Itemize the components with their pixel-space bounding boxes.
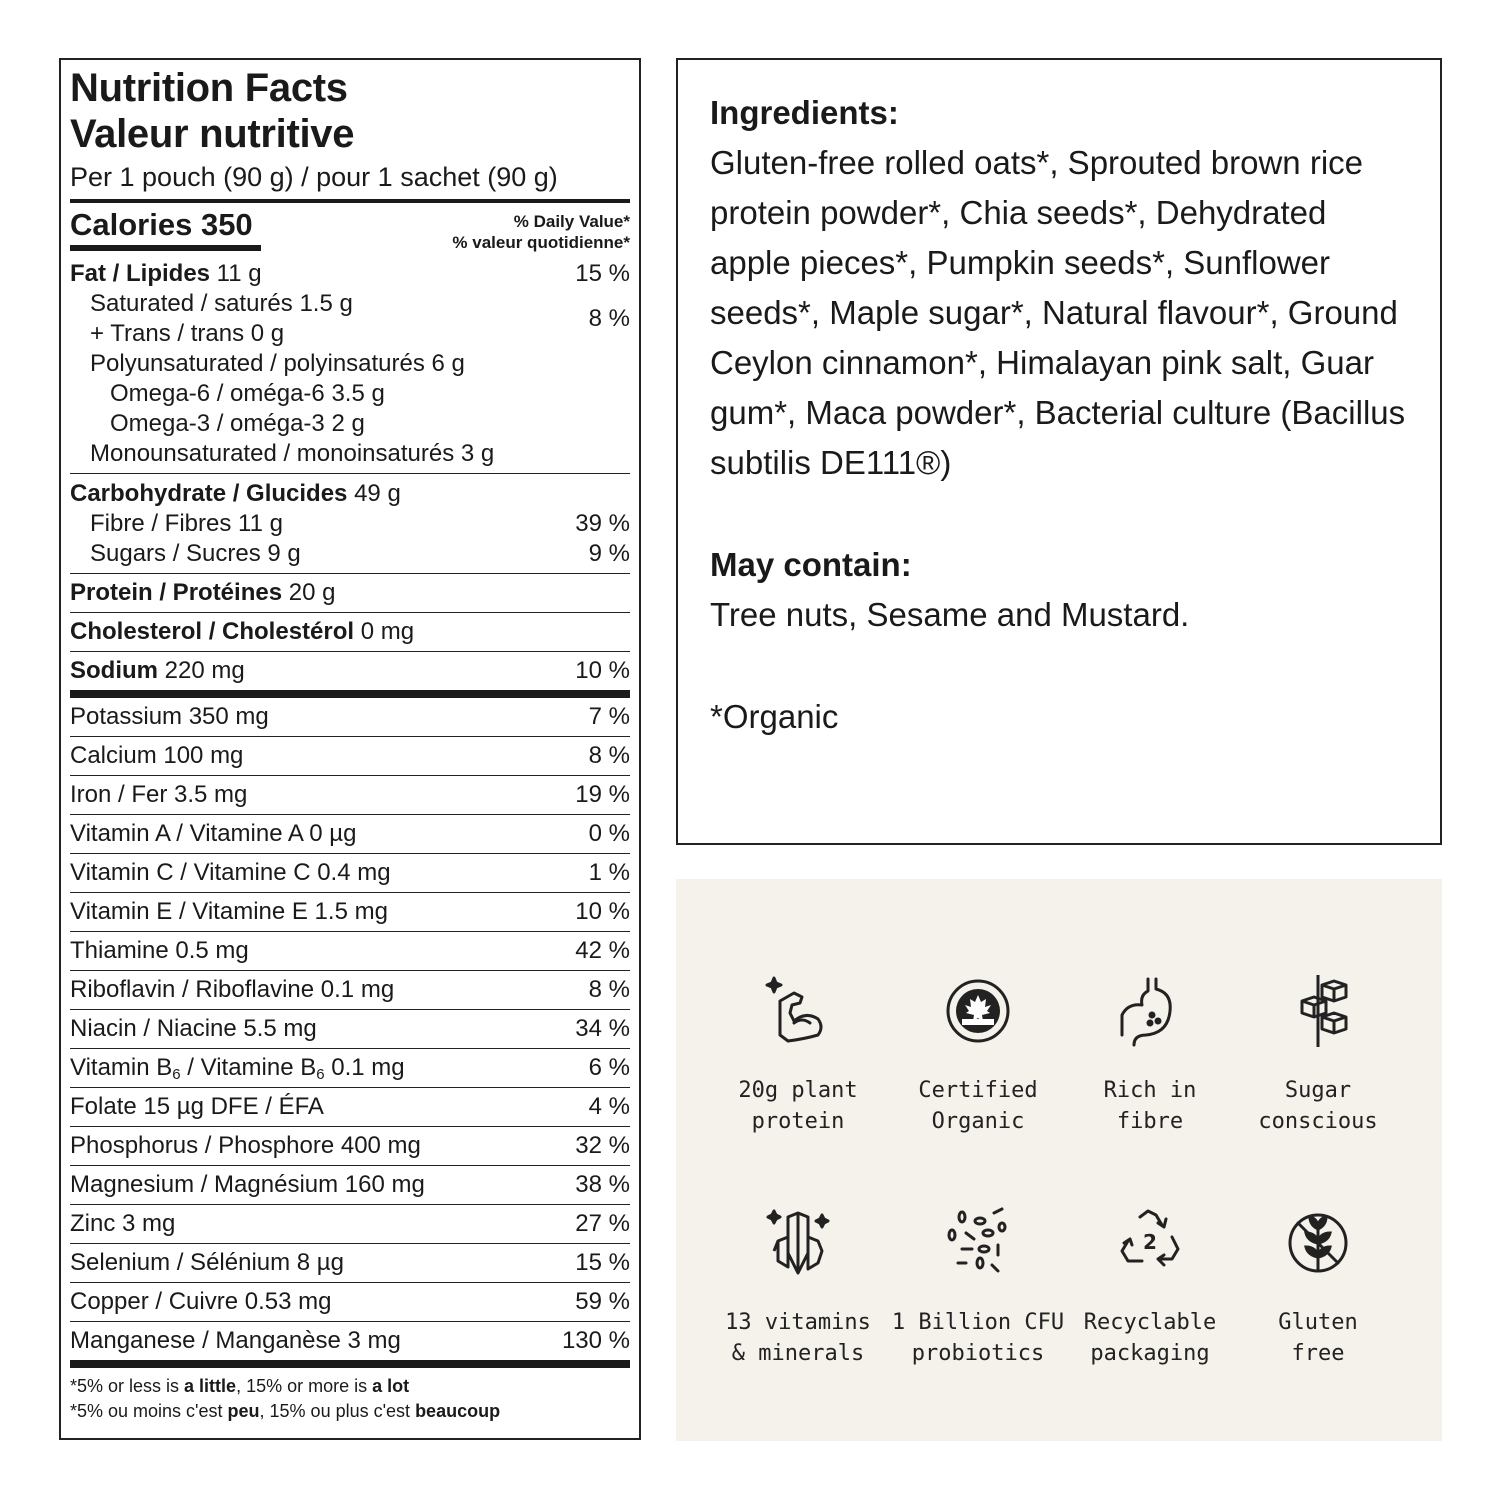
feature-label-line: 13 vitamins [725, 1310, 871, 1335]
nutrient-pct: 34 % [575, 1015, 630, 1042]
nutrient-row [70, 1283, 630, 1322]
feature-fibre [1060, 971, 1240, 1137]
nutrient-row [70, 932, 630, 971]
b6-sub: 6 [172, 1066, 181, 1083]
feature-label-line: 1 Billion CFU [891, 1310, 1065, 1335]
fat-label: Fat / Lipides [70, 260, 211, 287]
nutrient-pct: 7 % [588, 703, 630, 730]
daily-value-en: % Daily Value* [513, 212, 630, 231]
footnote-bold: beaucoup [415, 1401, 501, 1421]
organic-note: *Organic [710, 698, 839, 735]
may-contain-heading: May contain: [710, 546, 912, 583]
nutrient-pct: 4 % [588, 1093, 630, 1120]
cholesterol-amount: 0 mg [354, 618, 415, 645]
feature-label [888, 1307, 1068, 1369]
feature-label [1060, 1307, 1240, 1369]
sugars-row [70, 539, 630, 569]
stomach-icon [1110, 971, 1190, 1051]
nutrient-row [70, 698, 630, 737]
nutrient-label: Phosphorus / Phosphore 400 mg [70, 1132, 421, 1159]
nutrient-pct: 0 % [588, 820, 630, 847]
footnote-bold: peu [227, 1401, 260, 1421]
sat-trans-pct: 8 % [588, 305, 630, 332]
sodium-row [70, 652, 630, 690]
nutrient-label: Potassium 350 mg [70, 703, 269, 730]
nutrient-pct: 27 % [575, 1210, 630, 1237]
sugar-cubes-icon [1278, 971, 1358, 1051]
feature-label-line: & minerals [731, 1341, 865, 1366]
nutrient-label: Thiamine 0.5 mg [70, 937, 249, 964]
footnote-text: *5% or less is [70, 1376, 185, 1396]
protein-amount: 20 g [282, 579, 336, 606]
fat-amount: 11 g [210, 260, 262, 287]
protein-row [70, 574, 630, 612]
probiotics-icon [938, 1203, 1018, 1283]
feature-label [888, 1075, 1068, 1137]
nutrition-title-fr: Valeur nutritive [70, 112, 355, 156]
carb-block [70, 474, 630, 573]
minerals-list [70, 698, 630, 1360]
sugars-label: Sugars / Sucres 9 g [90, 540, 301, 567]
feature-label [708, 1075, 888, 1137]
nutrient-row [70, 1205, 630, 1244]
carb-label: Carbohydrate / Glucides [70, 480, 348, 507]
feature-recyclable [1060, 1203, 1240, 1369]
omega3-row: Omega-3 / oméga-3 2 g [110, 410, 365, 437]
saturated-trans-group [70, 289, 630, 349]
divider-thick [70, 690, 630, 698]
trans-row: + Trans / trans 0 g [90, 320, 285, 347]
cholesterol-label: Cholesterol / Cholestérol [70, 618, 355, 645]
nutrient-pct: 32 % [575, 1132, 630, 1159]
nutrient-pct: 10 % [575, 898, 630, 925]
nutrient-label: Riboflavin / Riboflavine 0.1 mg [70, 976, 395, 1003]
b6-text: Vitamin B [70, 1054, 173, 1081]
footnote-text: , 15% ou plus c'est [259, 1401, 416, 1421]
feature-label [1060, 1075, 1240, 1137]
nutrient-label: Vitamin A / Vitamine A 0 µg [70, 820, 357, 847]
nutrient-row [70, 1010, 630, 1049]
nutrient-row [70, 854, 630, 893]
nutrient-label [70, 1054, 405, 1082]
nutrient-label: Niacin / Niacine 5.5 mg [70, 1015, 317, 1042]
saturated-row: Saturated / saturés 1.5 g [90, 290, 353, 317]
divider-thick [70, 1360, 630, 1368]
fat-pct: 15 % [575, 260, 630, 287]
b6-amount: 0.1 mg [324, 1054, 405, 1081]
vitamin-b6-row [70, 1049, 630, 1088]
nutrient-row [70, 776, 630, 815]
calories-row [70, 203, 630, 257]
serving-size: Per 1 pouch (90 g) / pour 1 sachet (90 g) [70, 162, 558, 192]
feature-probiotics [888, 1203, 1068, 1369]
sugars-pct: 9 % [588, 540, 630, 567]
feature-label-line: conscious [1258, 1109, 1378, 1134]
sodium-amount: 220 mg [158, 657, 245, 684]
fibre-label: Fibre / Fibres 11 g [90, 510, 283, 537]
nutrient-label: Zinc 3 mg [70, 1210, 176, 1237]
ingredients-text: Gluten-free rolled oats*, Sprouted brown rice protein powder*, Chia seeds*, Dehydrated apple pieces*, Pumpkin seeds*, Sunflower seeds*, Maple sugar*, Natural flavour*, Ground Ceylon cinnamon*, Himalayan pink salt, Guar gum*, Maca powder*, Bacterial culture (Bacillus subtilis DE111®) [710, 144, 1406, 481]
nutrient-pct: 8 % [588, 976, 630, 1003]
feature-label-line: Certified [918, 1078, 1038, 1103]
feature-protein [708, 971, 888, 1137]
feature-label [1228, 1075, 1408, 1137]
feature-organic [888, 971, 1068, 1137]
feature-label-line: Rich in [1103, 1078, 1197, 1103]
daily-value-header [452, 211, 630, 253]
nutrient-pct: 6 % [588, 1054, 630, 1081]
crystals-icon [758, 1203, 838, 1283]
feature-label-line: 20g plant [738, 1078, 858, 1103]
nutrient-row [70, 1127, 630, 1166]
cholesterol-row [70, 613, 630, 651]
nutrient-pct: 1 % [588, 859, 630, 886]
b6-text: / Vitamine B [180, 1054, 317, 1081]
feature-label-line: fibre [1116, 1109, 1184, 1134]
nutrient-row [70, 971, 630, 1010]
fat-block [70, 257, 630, 473]
nutrient-row [70, 893, 630, 932]
features-panel [676, 879, 1442, 1441]
nutrition-title-en: Nutrition Facts [70, 66, 348, 110]
feature-label [708, 1307, 888, 1369]
nutrition-facts-panel [59, 58, 641, 1440]
feature-label-line: probiotics [911, 1341, 1045, 1366]
b6-sub: 6 [316, 1066, 325, 1083]
nutrient-pct: 130 % [561, 1327, 630, 1354]
gluten-free-icon [1278, 1203, 1358, 1283]
footnote-bold: a little [184, 1376, 237, 1396]
sodium-pct: 10 % [575, 657, 630, 684]
may-contain-text: Tree nuts, Sesame and Mustard. [710, 596, 1190, 633]
nutrient-row [70, 1166, 630, 1205]
nutrient-pct: 8 % [588, 742, 630, 769]
nutrient-row [70, 737, 630, 776]
carb-row [70, 479, 630, 509]
feature-label-line: Organic [931, 1109, 1025, 1134]
nutrient-label: Manganese / Manganèse 3 mg [70, 1327, 401, 1354]
nutrient-label: Folate 15 µg DFE / ÉFA [70, 1093, 324, 1120]
nutrient-label: Vitamin E / Vitamine E 1.5 mg [70, 898, 388, 925]
nutrient-pct: 59 % [575, 1288, 630, 1315]
feature-sugar [1228, 971, 1408, 1137]
calories: Calories 350 [70, 205, 261, 251]
omega6-row: Omega-6 / oméga-6 3.5 g [110, 380, 385, 407]
muscle-icon [758, 971, 838, 1051]
nutrient-pct: 42 % [575, 937, 630, 964]
feature-label-line: Sugar [1284, 1078, 1352, 1103]
ingredients-heading: Ingredients: [710, 94, 899, 131]
footnote-text: *5% ou moins c'est [70, 1401, 228, 1421]
polyunsaturated-row: Polyunsaturated / polyinsaturés 6 g [90, 350, 465, 377]
nutrient-label: Iron / Fer 3.5 mg [70, 781, 248, 808]
nutrient-pct: 38 % [575, 1171, 630, 1198]
protein-label: Protein / Protéines [70, 579, 283, 606]
nutrient-pct: 19 % [575, 781, 630, 808]
feature-label-line: Gluten [1278, 1310, 1358, 1335]
footnote-text: , 15% or more is [236, 1376, 373, 1396]
nutrient-row [70, 1088, 630, 1127]
footnote [70, 1374, 630, 1424]
nutrient-row [70, 815, 630, 854]
fibre-pct: 39 % [575, 510, 630, 537]
feature-label-line: Recyclable [1083, 1310, 1217, 1335]
fat-row [70, 259, 630, 289]
feature-label-line: protein [751, 1109, 845, 1134]
feature-vitamins [708, 1203, 888, 1369]
nutrient-pct: 15 % [575, 1249, 630, 1276]
carb-amount: 49 g [347, 480, 401, 507]
ingredients-panel [676, 58, 1442, 845]
canada-organic-icon [938, 971, 1018, 1051]
monounsaturated-row: Monounsaturated / monoinsaturés 3 g [90, 440, 495, 467]
nutrient-label: Selenium / Sélénium 8 µg [70, 1249, 344, 1276]
feature-gluten-free [1228, 1203, 1408, 1369]
feature-label-line: free [1291, 1341, 1345, 1366]
nutrient-label: Vitamin C / Vitamine C 0.4 mg [70, 859, 391, 886]
sodium-label: Sodium [70, 657, 158, 684]
footnote-en [70, 1374, 630, 1399]
feature-label [1228, 1307, 1408, 1369]
nutrient-label: Magnesium / Magnésium 160 mg [70, 1171, 425, 1198]
svg-text:2: 2 [1143, 1230, 1157, 1254]
fibre-row [70, 509, 630, 539]
footnote-bold: a lot [372, 1376, 410, 1396]
daily-value-fr: % valeur quotidienne* [452, 233, 630, 252]
nutrient-label: Copper / Cuivre 0.53 mg [70, 1288, 332, 1315]
nutrient-row [70, 1322, 630, 1360]
footnote-fr [70, 1399, 630, 1424]
nutrient-label: Calcium 100 mg [70, 742, 244, 769]
feature-label-line: packaging [1090, 1341, 1210, 1366]
recycle-icon [1110, 1203, 1190, 1283]
nutrient-row [70, 1244, 630, 1283]
